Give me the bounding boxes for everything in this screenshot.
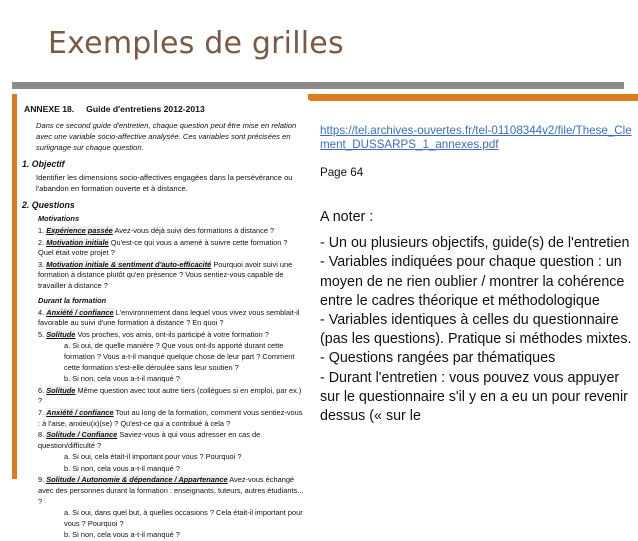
page-reference: Page 64 (320, 166, 364, 179)
sub-question: a. Si oui, de quelle manière ? Que vous ont-ils apporté durant cette formation ? Vous a-t-il manqué quelque chose de leur part ? Comment cette formation s'est-elle déroulée sans leur soutien ? (64, 341, 295, 372)
question-item: 1. Expérience passée Avez-vous déjà suivi des formations à distance ? (38, 226, 275, 235)
section-objective-heading: 1. Objectif (22, 159, 65, 169)
variable-tag: Anxiété / confiance (46, 307, 114, 317)
question-item: 6. Solitude Même question avec tout autre tiers (collègues si en emploi, par ex.) ? (38, 385, 302, 406)
title-divider (12, 82, 624, 89)
variable-tag: Motivation initiale & sentiment d'auto-efficacité (46, 259, 212, 269)
annex-header (24, 104, 310, 114)
sub-question: b. Si non, cela vous a-t-il manqué ? (64, 374, 180, 384)
note-item: - Variables indiquées pour chaque question : un moyen de ne rien oublier / montrer la cohérence entre le cadres théorique et méthodologique (320, 254, 625, 309)
variable-tag: Solitude / Autonomie & dépendance / Appartenance (46, 475, 228, 485)
note-item: - Durant l'entretien : vous pouvez vous appuyer sur le questionnaire s'il y en a eu un pour revenir dessus (« sur le (320, 369, 628, 425)
section-questions-heading: 2. Questions (22, 200, 75, 210)
source-link[interactable]: https://tel.archives-ouvertes.fr/tel-01108344v2/file/These_Clement_DUSSARPS_1_annexes.pdf (320, 124, 632, 151)
variable-tag: Expérience passée (46, 226, 113, 235)
notes-block (320, 208, 634, 426)
sub-question: b. Si non, cela vous a-t-il manqué ? (64, 463, 180, 473)
document-scan (20, 100, 310, 540)
notes-heading: A noter : (320, 209, 374, 225)
question-item: 2. Motivation initiale Qu'est-ce qui vous a amené à suivre cette formation ? Quel était votre projet ? (38, 237, 288, 258)
question-item: 7. Anxiété / confiance Tout au long de la formation, comment vous sentiez-vous : à l'aise, anxieu(x)(se) ? Qu'est-ce qui a contribué à cela ? (38, 407, 303, 428)
slide-title: Exemples de grilles (48, 26, 344, 61)
annex-label: ANNEXE 18. (24, 104, 75, 114)
question-item: 5. Solitude Vos proches, vos amis, ont-ils participé à votre formation ? (38, 329, 269, 339)
question-item: 3. Motivation initiale & sentiment d'auto-efficacité Pourquoi avoir suivi une formation à distance plutôt qu'en présence ? Vous sentiez-vous capable de travailler à distance ? (38, 259, 293, 290)
annex-title: Guide d'entretiens 2012-2013 (86, 104, 205, 114)
question-item: 8. Solitude / Confiance Saviez-vous à qui vous adresser en cas de question/difficulté ? (38, 430, 261, 450)
variable-tag: Solitude / Confiance (46, 430, 118, 440)
accent-bar-top (308, 94, 638, 101)
note-item: - Un ou plusieurs objectifs, guide(s) de l'entretien (320, 235, 630, 252)
question-item: 9. Solitude / Autonomie & dépendance / Appartenance Avez-vous échangé avec des personnes durant la formation : enseignants, tuteurs, autres étudiants... ? (38, 475, 304, 506)
slide-corner (0, 0, 14, 30)
sub-question: a. Si oui, cela était-il important pour vous ? Pourquoi ? (64, 452, 242, 462)
objective-text: Identifier les dimensions socio-affectives engagées dans la persévérance ou l'abandon en formation ouverte et à distance. (36, 173, 293, 193)
variable-tag: Motivation initiale (46, 237, 109, 247)
question-item: 4. Anxiété / confiance L'environnement dans lequel vous vivez vous semblait-il favorable au suivi d'une formation à distance ? En quoi ? (38, 307, 300, 328)
during-training-heading: Durant la formation (38, 295, 107, 305)
motivations-heading: Motivations (38, 214, 80, 223)
note-item: - Questions rangées par thématiques (320, 350, 556, 367)
sub-question: a. Si oui, dans quel but, à quelles occasions ? Cela était-il important pour vous ? Pourquoi ? (64, 508, 303, 528)
sub-question: b. Si non, cela vous a-t-il manqué ? (64, 530, 180, 540)
variable-tag: Anxiété / confiance (46, 407, 114, 417)
accent-bar-left (12, 94, 17, 479)
note-item: - Variables identiques à celles du questionnaire (pas les questions). Pratique si méthodes mixtes. (320, 312, 632, 348)
annex-intro: Dans ce second guide d'entretien, chaque question peut être mise en relation avec une variable socio-affective analysée. Ces variables sont précisées en surlignage sur chaque question. (36, 121, 297, 152)
variable-tag: Solitude (46, 329, 76, 339)
variable-tag: Solitude (46, 385, 76, 395)
